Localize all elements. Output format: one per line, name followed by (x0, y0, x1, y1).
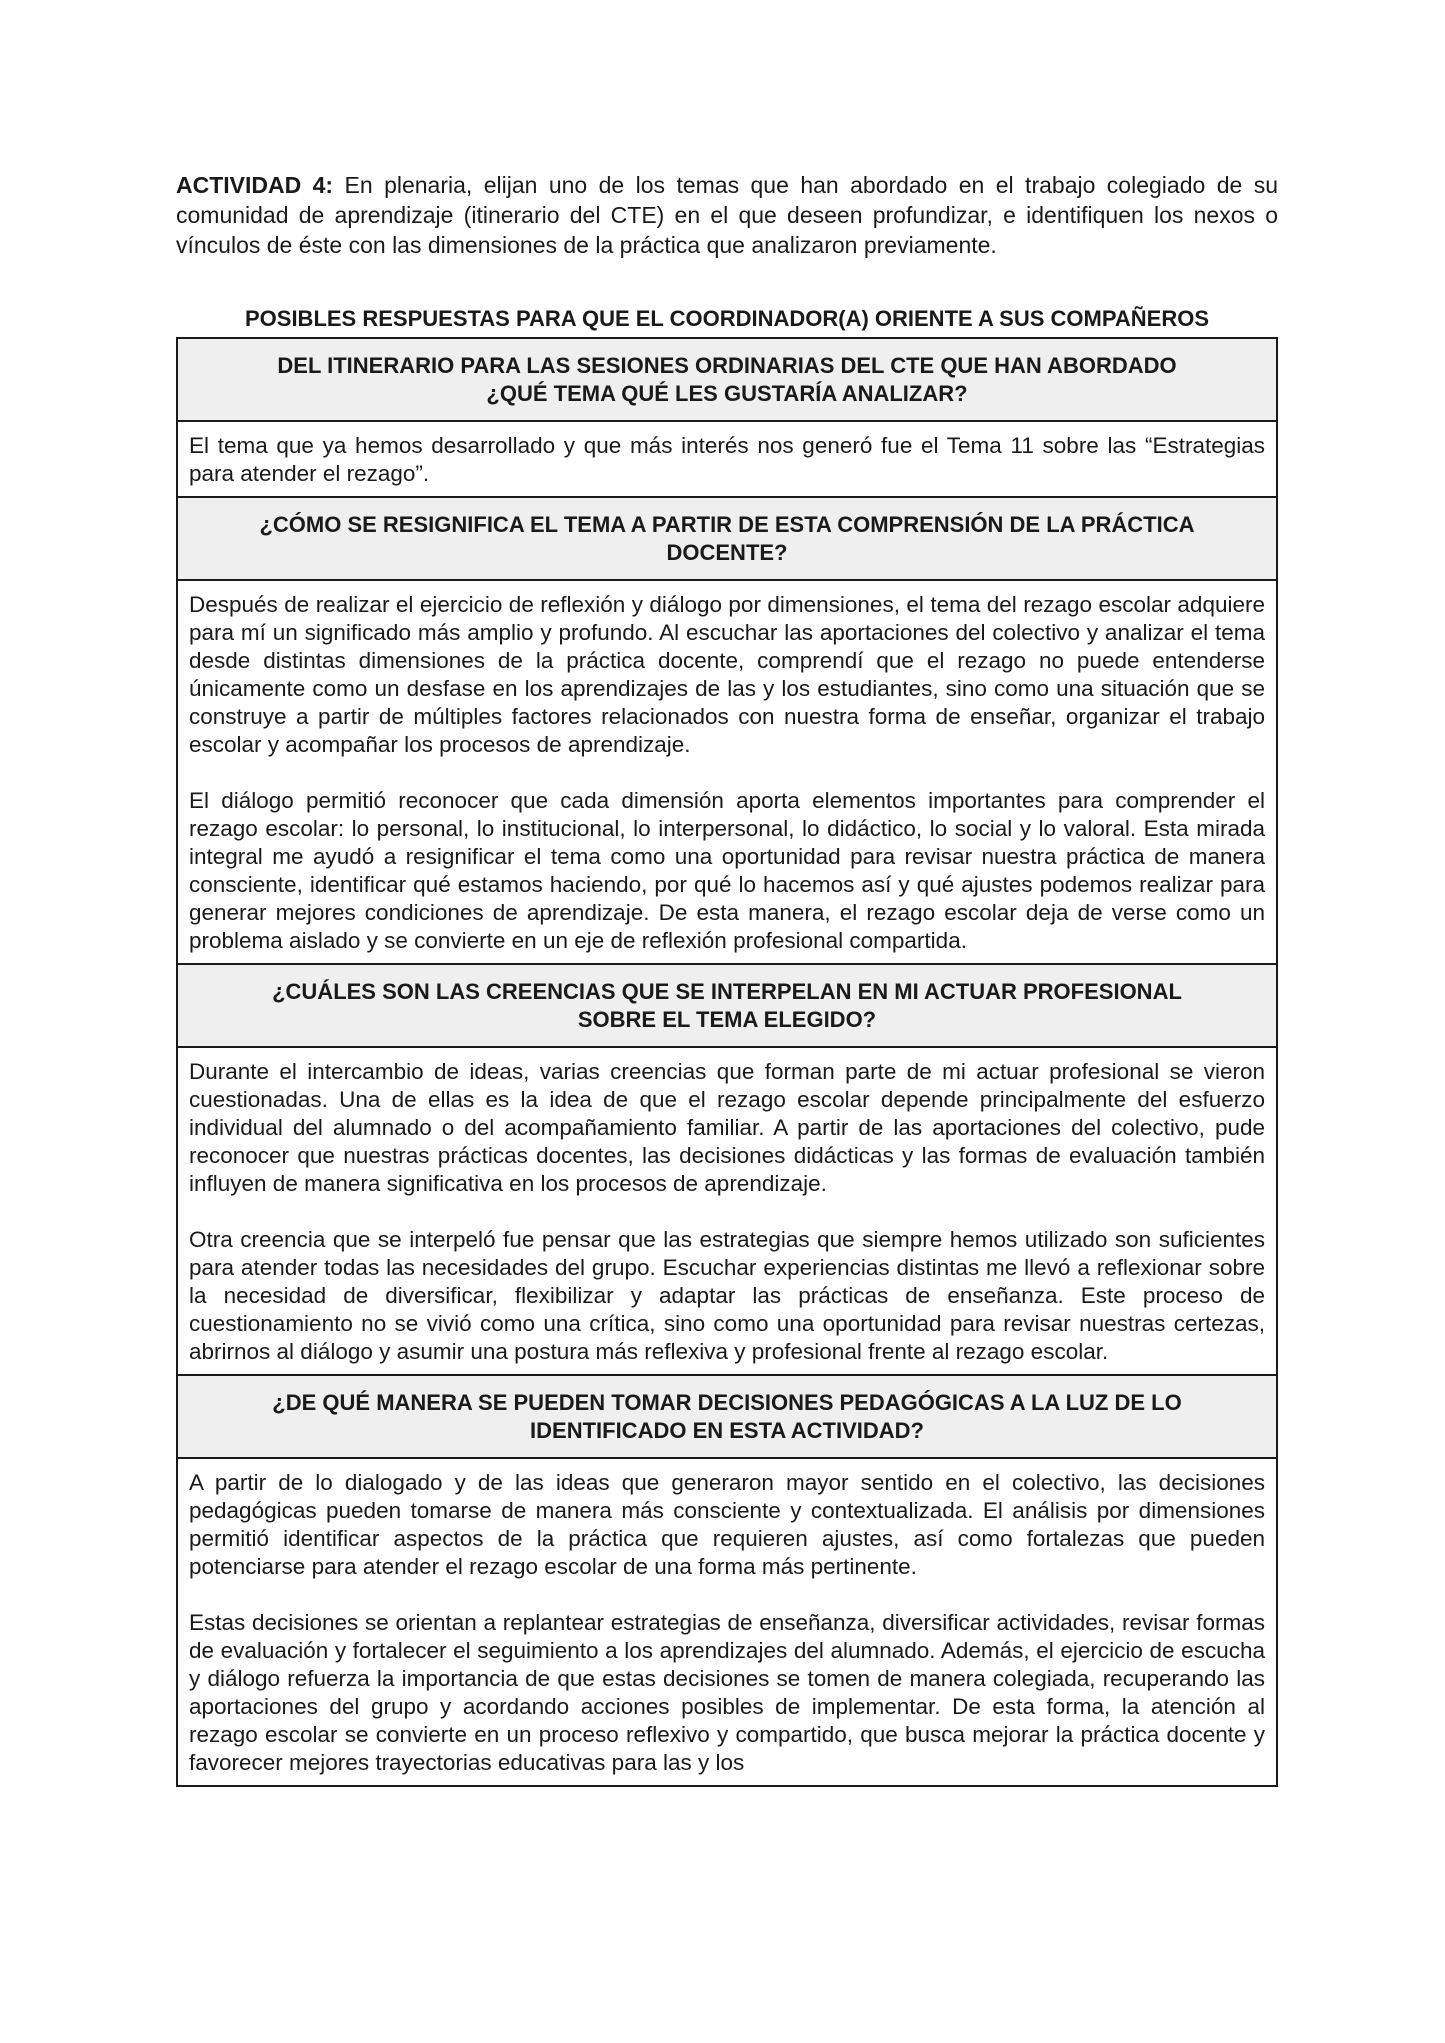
question-line: DOCENTE? (666, 540, 788, 565)
question-cell (178, 498, 1276, 581)
answer-cell (178, 422, 1276, 498)
answer-paragraph: A partir de lo dialogado y de las ideas que generaron mayor sentido en el colectivo, las decisiones pedagógicas pueden tomarse de manera más consciente y contextualizada. El análisis por dimensiones permitió identificar aspectos de la práctica que requieren ajustes, así como fortalezas que pueden potenciarse para atender el rezago escolar de una forma más pertinente. (189, 1470, 1265, 1579)
answer-paragraph: El tema que ya hemos desarrollado y que más interés nos generó fue el Tema 11 sobre las “Estrategias para atender el rezago”. (189, 433, 1265, 486)
question-line: DEL ITINERARIO PARA LAS SESIONES ORDINARIAS DEL CTE QUE HAN ABORDADO (277, 353, 1177, 378)
question-line: SOBRE EL TEMA ELEGIDO? (577, 1007, 877, 1032)
responses-heading: POSIBLES RESPUESTAS PARA QUE EL COORDINADOR(A) ORIENTE A SUS COMPAÑEROS (244, 306, 1209, 331)
answer-paragraph: Durante el intercambio de ideas, varias creencias que forman parte de mi actuar profesional se vieron cuestionadas. Una de ellas es la idea de que el rezago escolar depende principalmente del esfuerzo individual del alumnado o del acompañamiento familiar. A partir de las aportaciones del colectivo, pude reconocer que nuestras prácticas docentes, las decisiones didácticas y las formas de evaluación también influyen de manera significativa en los procesos de aprendizaje. (189, 1059, 1265, 1196)
answer-paragraph: El diálogo permitió reconocer que cada dimensión aporta elementos importantes para comprender el rezago escolar: lo personal, lo institucional, lo interpersonal, lo didáctico, lo social y lo valoral. Esta mirada integral me ayudó a resignificar el tema como una oportunidad para revisar nuestra práctica de manera consciente, identificar qué estamos haciendo, por qué lo hacemos así y qué ajustes podemos realizar para generar mejores condiciones de aprendizaje. De esta manera, el rezago escolar deja de verse como un problema aislado y se convierte en un eje de reflexión profesional compartida. (189, 788, 1265, 953)
question-line: ¿DE QUÉ MANERA SE PUEDEN TOMAR DECISIONES PEDAGÓGICAS A LA LUZ DE LO (272, 1390, 1182, 1415)
activity-text: En plenaria, elijan uno de los temas que han abordado en el trabajo colegiado de su comunidad de aprendizaje (itinerario del CTE) en el que deseen profundizar, e identifiquen los nexos o vínculos de éste con las dimensiones de la práctica que analizaron previamente. (176, 172, 1278, 258)
answer-paragraph: Después de realizar el ejercicio de reflexión y diálogo por dimensiones, el tema del rezago escolar adquiere para mí un significado más amplio y profundo. Al escuchar las aportaciones del colectivo y analizar el tema desde distintas dimensiones de la práctica docente, comprendí que el rezago no puede entenderse únicamente como un desfase en los aprendizajes de las y los estudiantes, sino como una situación que se construye a partir de múltiples factores relacionados con nuestra forma de enseñar, organizar el trabajo escolar y acompañar los procesos de aprendizaje. (189, 592, 1265, 757)
activity-label: ACTIVIDAD 4: (176, 172, 334, 198)
answer-cell (178, 1459, 1276, 1785)
question-line: IDENTIFICADO EN ESTA ACTIVIDAD? (530, 1418, 924, 1443)
answer-cell (178, 581, 1276, 965)
activity-instructions (176, 170, 1278, 260)
answer-cell (178, 1048, 1276, 1376)
question-cell (178, 1376, 1276, 1459)
qa-table (176, 337, 1278, 1787)
question-line: ¿CUÁLES SON LAS CREENCIAS QUE SE INTERPELAN EN MI ACTUAR PROFESIONAL (272, 979, 1182, 1004)
question-cell (178, 339, 1276, 422)
answer-paragraph: Estas decisiones se orientan a replantear estrategias de enseñanza, diversificar actividades, revisar formas de evaluación y fortalecer el seguimiento a los aprendizajes del alumnado. Además, el ejercicio de escucha y diálogo refuerza la importancia de que estas decisiones se tomen de manera colegiada, recuperando las aportaciones del grupo y acordando acciones posibles de implementar. De esta forma, la atención al rezago escolar se convierte en un proceso reflexivo y compartido, que busca mejorar la práctica docente y favorecer mejores trayectorias educativas para las y los (189, 1610, 1265, 1775)
question-line: ¿QUÉ TEMA QUÉ LES GUSTARÍA ANALIZAR? (486, 381, 968, 406)
question-line: ¿CÓMO SE RESIGNIFICA EL TEMA A PARTIR DE ESTA COMPRENSIÓN DE LA PRÁCTICA (259, 512, 1195, 537)
answer-paragraph: Otra creencia que se interpeló fue pensar que las estrategias que siempre hemos utilizado son suficientes para atender todas las necesidades del grupo. Escuchar experiencias distintas me llevó a reflexionar sobre la necesidad de diversificar, flexibilizar y adaptar las prácticas de enseñanza. Este proceso de cuestionamiento no se vivió como una crítica, sino como una oportunidad para revisar nuestras certezas, abrirnos al diálogo y asumir una postura más reflexiva y profesional frente al rezago escolar. (189, 1227, 1265, 1364)
question-cell (178, 965, 1276, 1048)
